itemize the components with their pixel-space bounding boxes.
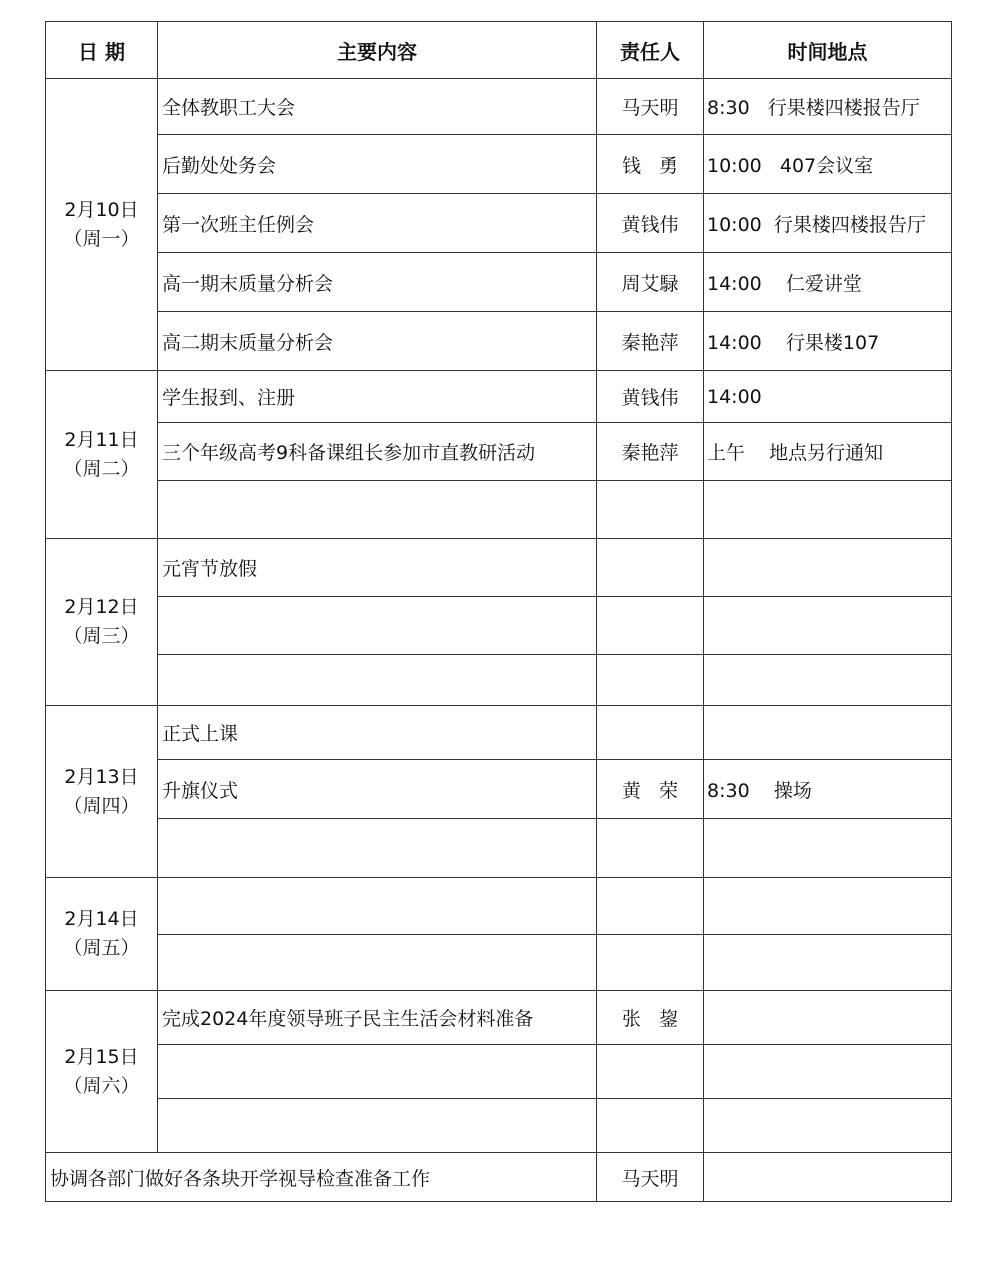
content-cell [158, 878, 597, 935]
place-cell [704, 655, 952, 706]
footer-person-cell: 马天明 [597, 1153, 704, 1202]
date-cell [46, 706, 158, 878]
header-row [46, 22, 952, 79]
weekday-label: （周一） [63, 227, 140, 250]
place-cell: 8:30 行果楼四楼报告厅 [704, 79, 952, 135]
content-cell: 三个年级高考9科备课组长参加市直教研活动 [158, 423, 597, 481]
person-cell: 张 鋆 [597, 991, 704, 1045]
table-row [46, 706, 952, 760]
content-cell: 后勤处处务会 [158, 135, 597, 194]
person-cell [597, 539, 704, 597]
person-cell: 秦艳萍 [597, 312, 704, 371]
place-cell [704, 935, 952, 991]
table-row [46, 1099, 952, 1153]
table-row [46, 819, 952, 878]
footer-place-cell [704, 1153, 952, 1202]
content-cell: 第一次班主任例会 [158, 194, 597, 253]
person-cell [597, 597, 704, 655]
content-cell [158, 819, 597, 878]
content-cell: 高一期末质量分析会 [158, 253, 597, 312]
table-row [46, 935, 952, 991]
place-cell: 14:00 [704, 371, 952, 423]
header-content: 主要内容 [158, 22, 597, 79]
place-cell: 8:30 操场 [704, 760, 952, 819]
weekday-label: （周三） [63, 625, 140, 647]
person-cell: 黄钱伟 [597, 194, 704, 253]
place-cell [704, 991, 952, 1045]
content-cell: 完成2024年度领导班子民主生活会材料准备 [158, 991, 597, 1045]
table-row [46, 539, 952, 597]
table-row [46, 135, 952, 194]
person-cell [597, 935, 704, 991]
place-cell: 上午 地点另行通知 [704, 423, 952, 481]
header-place: 时间地点 [704, 22, 952, 79]
content-cell: 升旗仪式 [158, 760, 597, 819]
person-cell [597, 706, 704, 760]
date-cell [46, 79, 158, 371]
place-cell [704, 706, 952, 760]
place-cell [704, 819, 952, 878]
place-cell [704, 1045, 952, 1099]
place-cell [704, 1099, 952, 1153]
content-cell: 正式上课 [158, 706, 597, 760]
table-row [46, 597, 952, 655]
date-label: 2月13日 [64, 765, 139, 788]
person-cell [597, 655, 704, 706]
content-cell: 全体教职工大会 [158, 79, 597, 135]
table-row [46, 655, 952, 706]
table-row [46, 194, 952, 253]
person-cell [597, 819, 704, 878]
footer-content-cell: 协调各部门做好各条块开学视导检查准备工作 [46, 1153, 597, 1202]
table-row [46, 423, 952, 481]
footer-row [46, 1153, 952, 1202]
weekday-label: （周四） [63, 794, 140, 817]
person-cell: 周艾騄 [597, 253, 704, 312]
person-cell [597, 1099, 704, 1153]
content-cell [158, 597, 597, 655]
date-label: 2月12日 [64, 596, 139, 618]
date-label: 2月14日 [64, 908, 139, 930]
table-row [46, 991, 952, 1045]
content-cell: 高二期末质量分析会 [158, 312, 597, 371]
place-cell [704, 481, 952, 539]
table-row [46, 312, 952, 371]
table-row [46, 371, 952, 423]
place-cell: 10:00 407会议室 [704, 135, 952, 194]
table-row [46, 1045, 952, 1099]
date-cell [46, 878, 158, 991]
date-label: 2月11日 [64, 428, 139, 451]
place-cell [704, 597, 952, 655]
content-cell: 学生报到、注册 [158, 371, 597, 423]
place-cell [704, 539, 952, 597]
content-cell [158, 935, 597, 991]
date-cell [46, 539, 158, 706]
weekday-label: （周五） [63, 937, 140, 959]
person-cell [597, 481, 704, 539]
person-cell: 黄 荣 [597, 760, 704, 819]
content-cell [158, 1045, 597, 1099]
schedule-table [45, 21, 952, 1202]
date-label: 2月10日 [64, 198, 139, 221]
date-label: 2月15日 [64, 1045, 139, 1068]
person-cell: 钱 勇 [597, 135, 704, 194]
weekday-label: （周六） [63, 1074, 140, 1097]
weekday-label: （周二） [63, 457, 140, 480]
header-date: 日 期 [46, 22, 158, 79]
content-cell [158, 655, 597, 706]
schedule-body [46, 22, 952, 1202]
person-cell: 秦艳萍 [597, 423, 704, 481]
date-cell [46, 991, 158, 1153]
place-cell: 10:00 行果楼四楼报告厅 [704, 194, 952, 253]
header-person: 责任人 [597, 22, 704, 79]
table-row [46, 79, 952, 135]
person-cell [597, 878, 704, 935]
content-cell: 元宵节放假 [158, 539, 597, 597]
content-cell [158, 481, 597, 539]
table-row [46, 481, 952, 539]
content-cell [158, 1099, 597, 1153]
person-cell: 马天明 [597, 79, 704, 135]
table-row [46, 253, 952, 312]
place-cell [704, 878, 952, 935]
person-cell [597, 1045, 704, 1099]
table-row [46, 878, 952, 935]
date-cell [46, 371, 158, 539]
table-row [46, 760, 952, 819]
person-cell: 黄钱伟 [597, 371, 704, 423]
place-cell: 14:00 行果楼107 [704, 312, 952, 371]
place-cell: 14:00 仁爱讲堂 [704, 253, 952, 312]
